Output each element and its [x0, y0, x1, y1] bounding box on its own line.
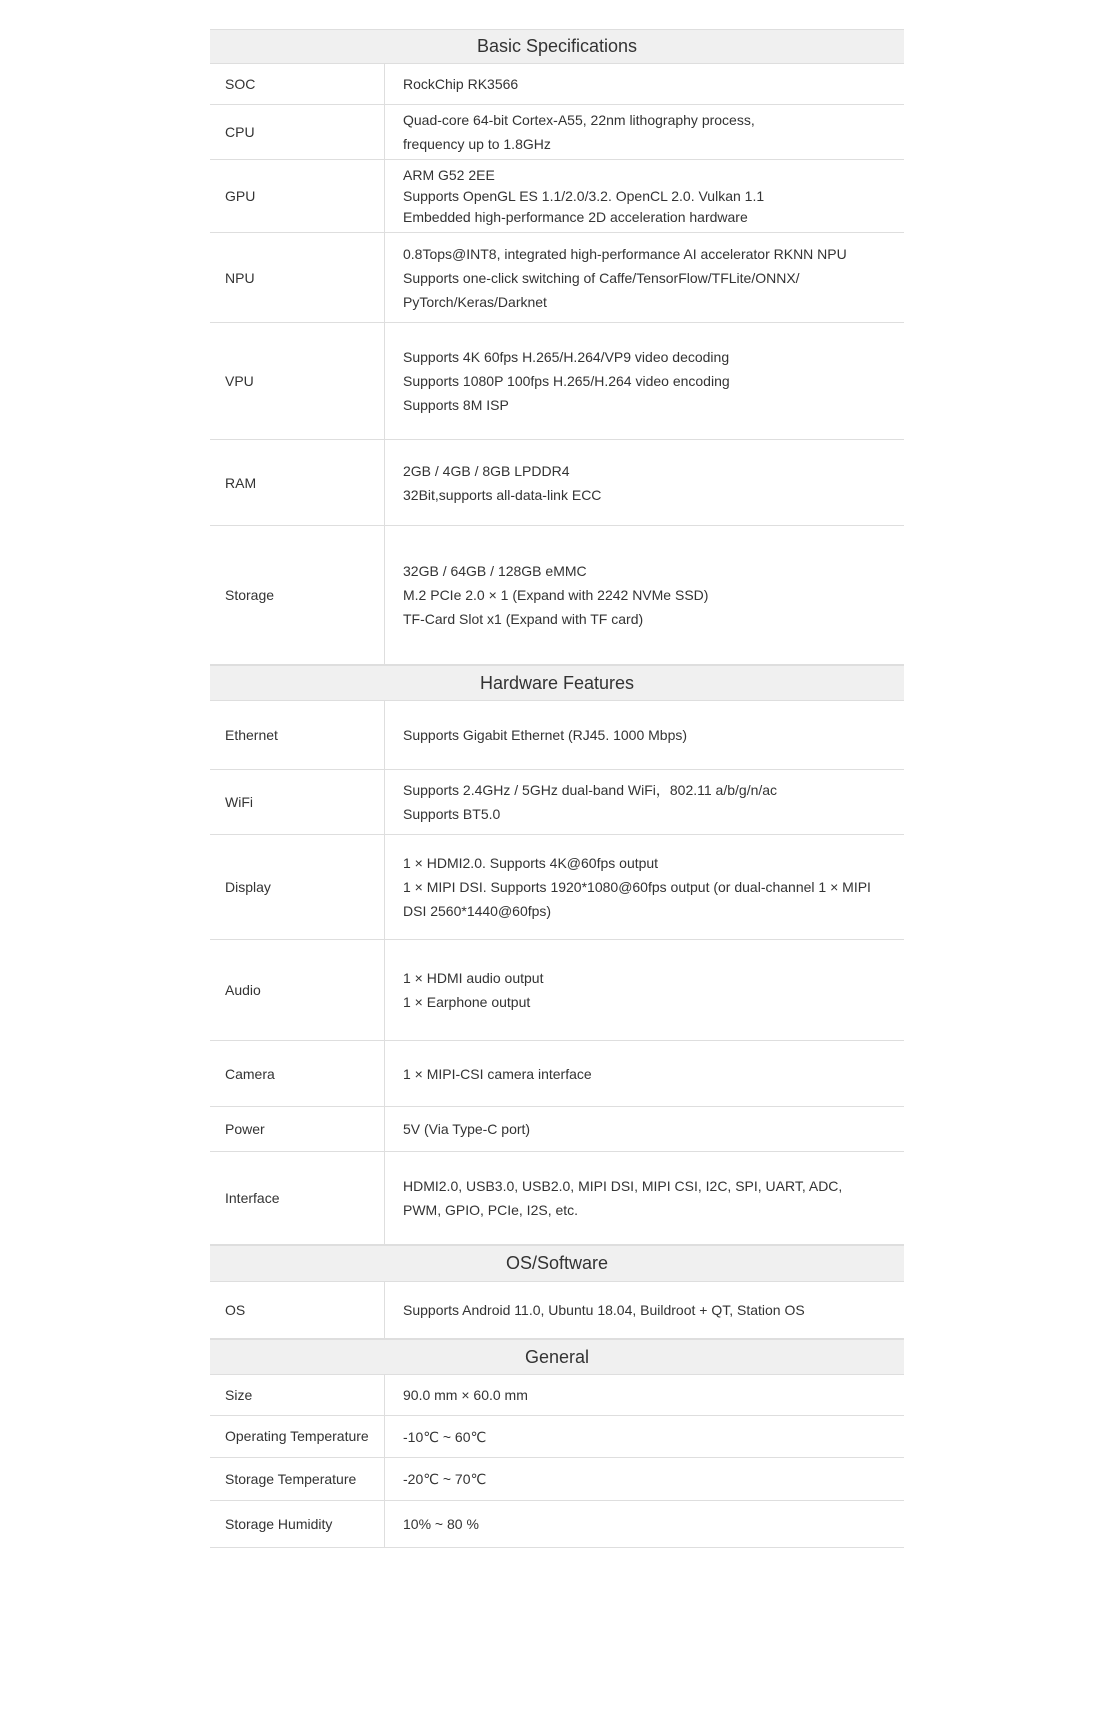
spec-label: Camera	[210, 1041, 385, 1106]
spec-label: GPU	[210, 160, 385, 232]
spec-row	[210, 233, 904, 323]
spec-value-line: PWM, GPIO, PCIe, I2S, etc.	[403, 1202, 579, 1218]
spec-label: Power	[210, 1107, 385, 1151]
spec-row	[210, 160, 904, 233]
spec-row	[210, 1416, 904, 1458]
spec-row	[210, 440, 904, 526]
spec-value-line: frequency up to 1.8GHz	[403, 136, 551, 152]
spec-label: Ethernet	[210, 701, 385, 769]
spec-value-line: Supports 2.4GHz / 5GHz dual-band WiFi，802.11 a/b/g/n/ac	[403, 782, 778, 798]
spec-value-line: 1 × Earphone output	[403, 994, 531, 1010]
spec-label: Storage Humidity	[210, 1501, 385, 1547]
spec-value	[385, 64, 904, 104]
spec-value	[385, 1152, 904, 1244]
spec-label: SOC	[210, 64, 385, 104]
spec-label: WiFi	[210, 770, 385, 834]
spec-value	[385, 440, 904, 525]
spec-value	[385, 160, 904, 232]
spec-value	[385, 1501, 904, 1547]
spec-row	[210, 701, 904, 770]
spec-value	[385, 940, 904, 1040]
spec-row	[210, 1458, 904, 1501]
spec-value-line: M.2 PCIe 2.0 × 1 (Expand with 2242 NVMe SSD)	[403, 587, 709, 603]
spec-value-line: -10℃ ~ 60℃	[403, 1428, 487, 1445]
spec-value-line: TF-Card Slot x1 (Expand with TF card)	[403, 611, 644, 627]
spec-value	[385, 701, 904, 769]
spec-value-line: 32Bit,supports all-data-link ECC	[403, 486, 602, 503]
spec-row	[210, 770, 904, 835]
spec-value-line: Supports 8M ISP	[403, 397, 509, 413]
spec-label: Display	[210, 835, 385, 939]
spec-label: Storage Temperature	[210, 1458, 385, 1500]
spec-value-line: Supports OpenGL ES 1.1/2.0/3.2. OpenCL 2.0. Vulkan 1.1	[403, 187, 765, 204]
spec-value	[385, 1107, 904, 1151]
spec-row	[210, 1107, 904, 1152]
spec-label: Interface	[210, 1152, 385, 1244]
spec-value-line: 5V (Via Type-C port)	[403, 1121, 531, 1137]
spec-value	[385, 835, 904, 939]
spec-row	[210, 323, 904, 440]
spec-value-line: Supports one-click switching of Caffe/TensorFlow/TFLite/ONNX/	[403, 269, 800, 286]
spec-row	[210, 1282, 904, 1339]
spec-row	[210, 940, 904, 1041]
spec-value-line: Embedded high-performance 2D acceleration hardware	[403, 208, 748, 225]
spec-value-line: 1 × HDMI2.0. Supports 4K@60fps output	[403, 855, 659, 871]
spec-value-line: Quad-core 64-bit Cortex-A55, 22nm lithography process,	[403, 112, 755, 128]
spec-row	[210, 1501, 904, 1548]
spec-value-line: 32GB / 64GB / 128GB eMMC	[403, 563, 587, 579]
spec-value-line: RockChip RK3566	[403, 76, 519, 92]
spec-value	[385, 770, 904, 834]
spec-label: NPU	[210, 233, 385, 322]
section-header: Basic Specifications	[210, 29, 904, 64]
spec-label: OS	[210, 1282, 385, 1338]
spec-label: RAM	[210, 440, 385, 525]
spec-value-line: -20℃ ~ 70℃	[403, 1471, 487, 1487]
spec-label: Storage	[210, 526, 385, 664]
section-header: General	[210, 1339, 904, 1375]
spec-label: CPU	[210, 105, 385, 159]
spec-row	[210, 835, 904, 940]
spec-value	[385, 1041, 904, 1106]
spec-value-line: 10% ~ 80 %	[403, 1516, 479, 1532]
spec-value-line: Supports 1080P 100fps H.265/H.264 video encoding	[403, 373, 730, 389]
spec-value-line: 2GB / 4GB / 8GB LPDDR4	[403, 462, 570, 479]
spec-value	[385, 323, 904, 439]
spec-row	[210, 1041, 904, 1107]
section-header: OS/Software	[210, 1245, 904, 1282]
spec-value-line: 1 × MIPI DSI. Supports 1920*1080@60fps output (or dual-channel 1 × MIPI	[403, 879, 871, 895]
spec-value	[385, 1416, 904, 1457]
spec-value-line: DSI 2560*1440@60fps)	[403, 903, 552, 919]
spec-label: VPU	[210, 323, 385, 439]
spec-value	[385, 105, 904, 159]
spec-row	[210, 105, 904, 160]
section-header: Hardware Features	[210, 665, 904, 701]
spec-value	[385, 1282, 904, 1338]
spec-value-line: HDMI2.0, USB3.0, USB2.0, MIPI DSI, MIPI CSI, I2C, SPI, UART, ADC,	[403, 1178, 843, 1194]
spec-value-line: Supports BT5.0	[403, 806, 501, 822]
spec-value-line: ARM G52 2EE	[403, 166, 495, 183]
spec-value-line: 0.8Tops@INT8, integrated high-performance AI accelerator RKNN NPU	[403, 245, 847, 262]
spec-value-line: Supports Gigabit Ethernet (RJ45. 1000 Mbps)	[403, 727, 688, 743]
spec-row	[210, 526, 904, 665]
spec-value-line: Supports Android 11.0, Ubuntu 18.04, Buildroot + QT, Station OS	[403, 1302, 805, 1318]
spec-value-line: 90.0 mm × 60.0 mm	[403, 1387, 528, 1403]
spec-table	[210, 29, 904, 1548]
spec-value	[385, 526, 904, 664]
spec-label: Operating Temperature	[210, 1416, 385, 1457]
spec-label: Audio	[210, 940, 385, 1040]
spec-row	[210, 1152, 904, 1245]
spec-label: Size	[210, 1375, 385, 1415]
spec-value-line: 1 × HDMI audio output	[403, 970, 544, 986]
spec-value	[385, 1458, 904, 1500]
spec-value-line: PyTorch/Keras/Darknet	[403, 293, 547, 310]
spec-value	[385, 1375, 904, 1415]
spec-row	[210, 1375, 904, 1416]
spec-value	[385, 233, 904, 322]
spec-row	[210, 64, 904, 105]
spec-value-line: 1 × MIPI-CSI camera interface	[403, 1065, 592, 1082]
spec-value-line: Supports 4K 60fps H.265/H.264/VP9 video decoding	[403, 349, 730, 365]
